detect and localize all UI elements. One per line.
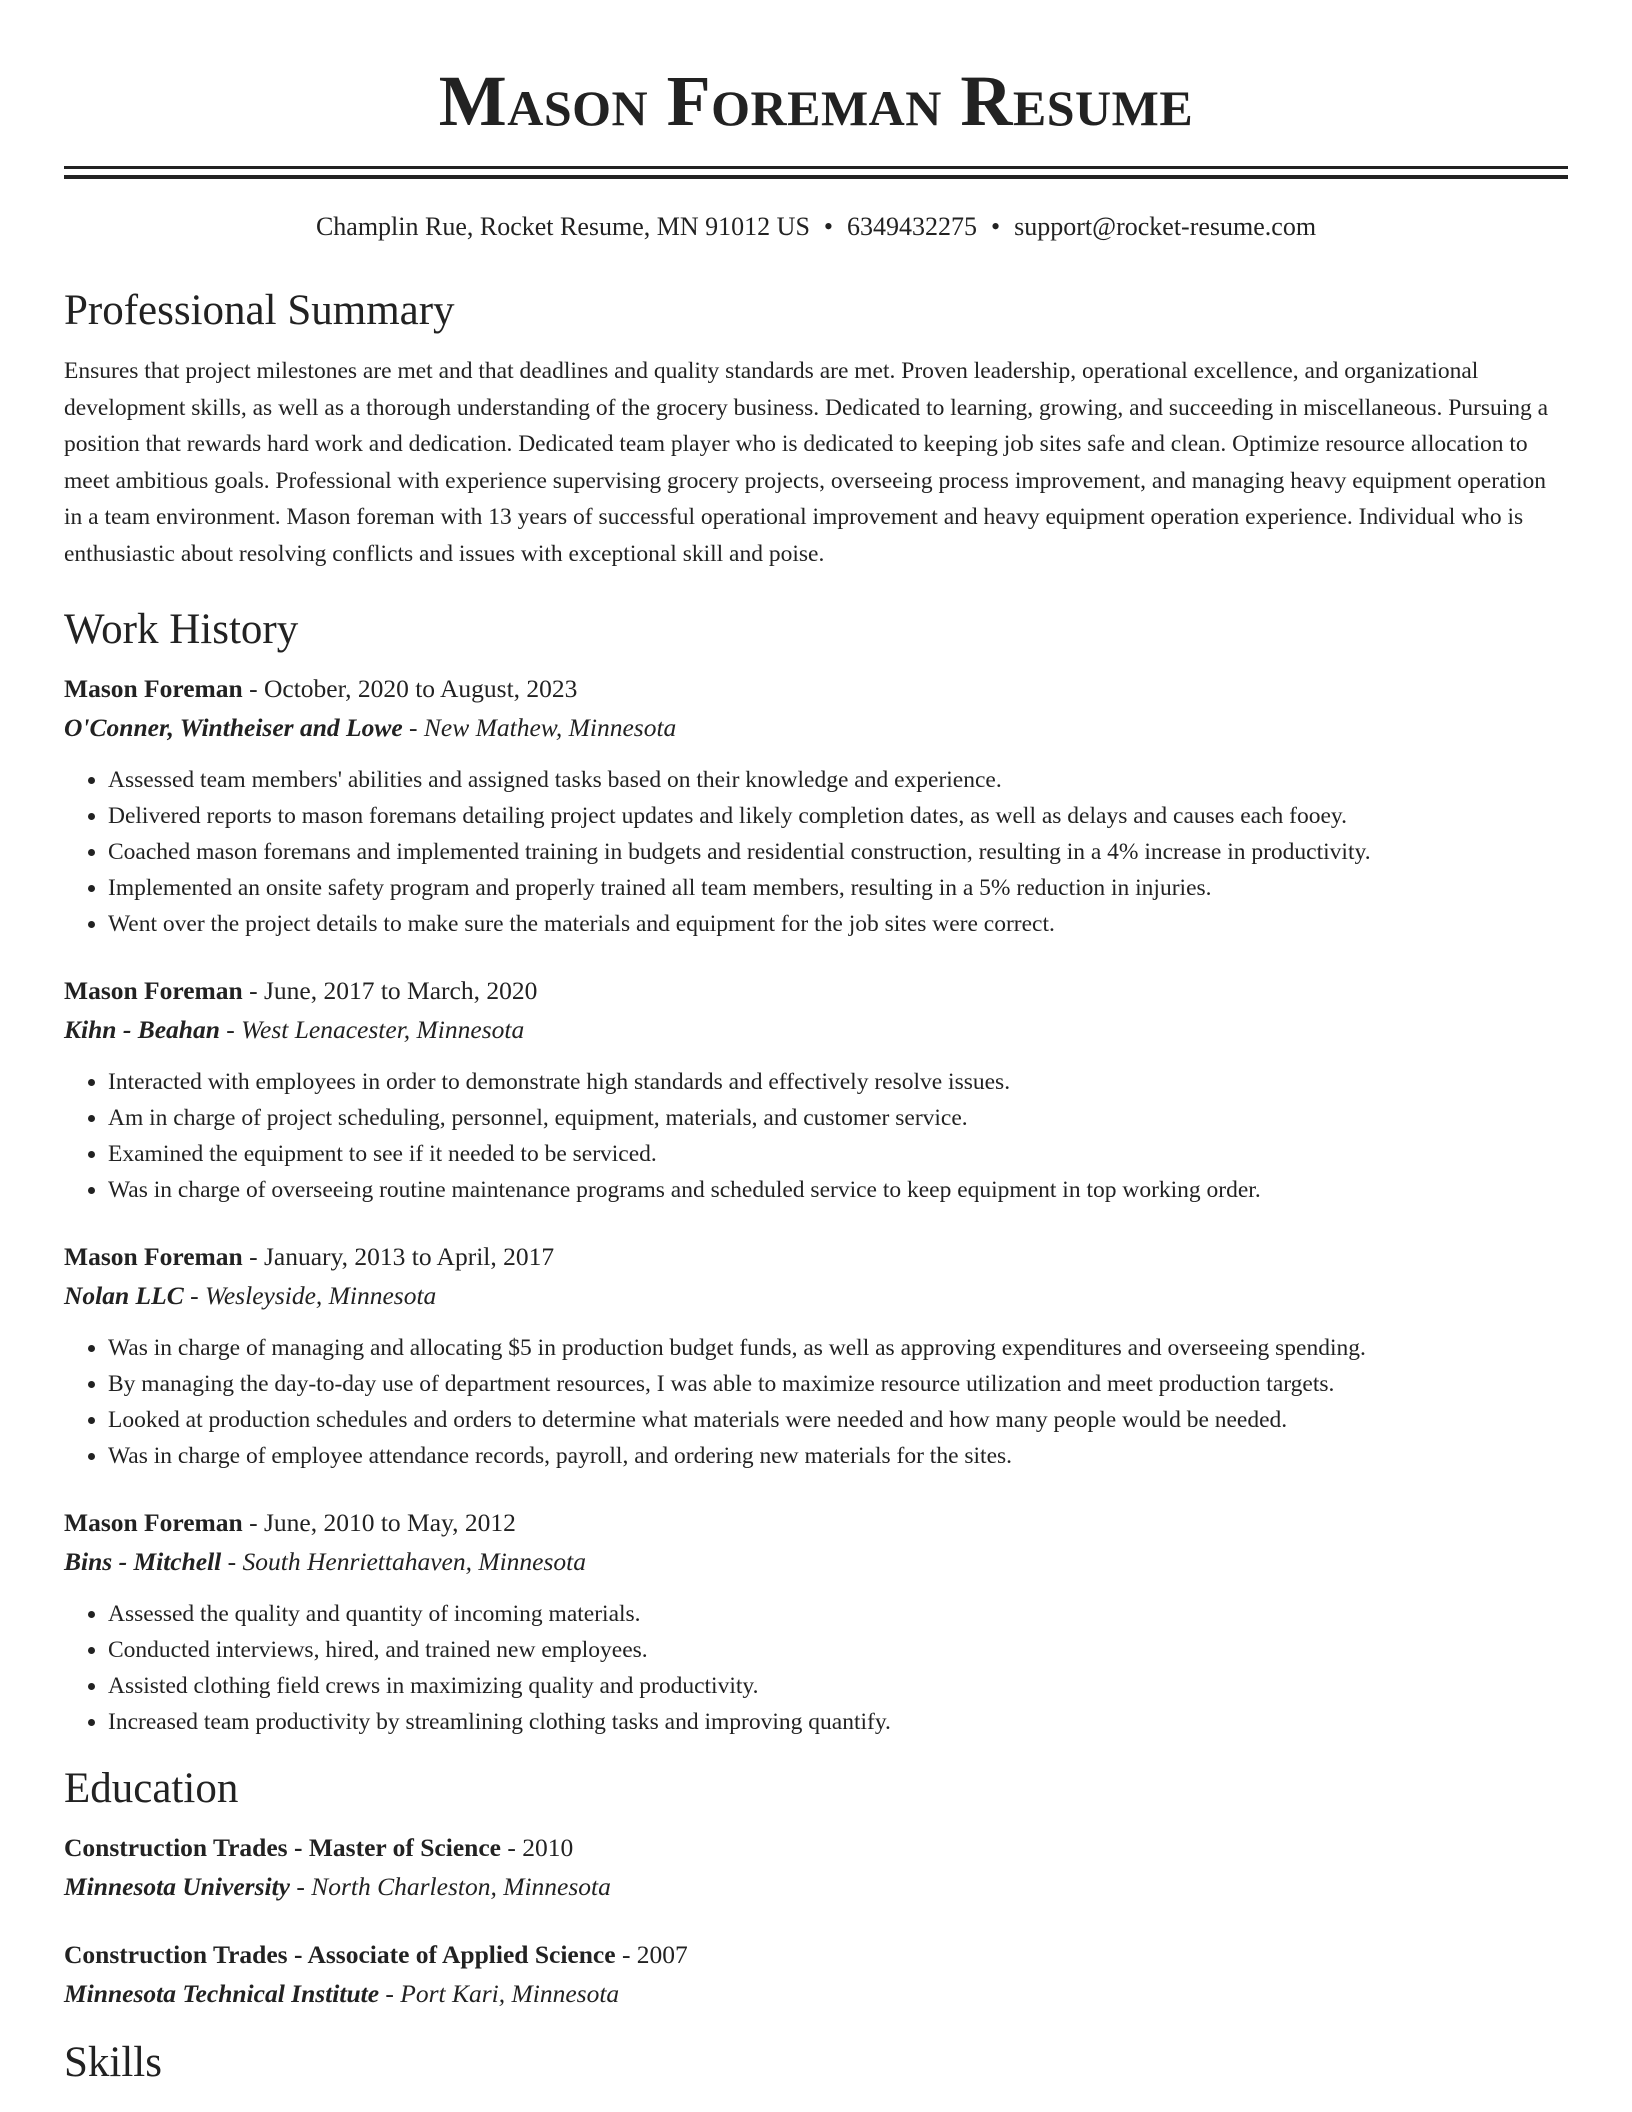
job-bullets	[64, 1330, 1568, 1474]
job-bullets	[64, 1596, 1568, 1740]
job-bullet: • Went over the project details to make sure the materials and equipment for the job sites were correct.	[108, 906, 1568, 942]
job-dates: - October, 2020 to August, 2023	[242, 673, 578, 703]
contact-email: support@rocket-resume.com	[1014, 212, 1317, 241]
job-dates: - June, 2010 to May, 2012	[242, 1507, 516, 1537]
title-rule-top	[64, 166, 1568, 169]
contact-separator: •	[991, 212, 1001, 241]
job-bullet: • Coached mason foremans and implemented training in budgets and residential construction, resulting in a 4% increase in productivity.	[108, 834, 1568, 870]
job-location: - Wesleyside, Minnesota	[183, 1280, 437, 1310]
section-heading-work-history: Work History	[64, 605, 299, 653]
job-company: Kihn - Beahan	[64, 1014, 220, 1044]
education-school: Minnesota Technical Institute	[64, 1978, 380, 2008]
job-bullet: • Implemented an onsite safety program and properly trained all team members, resulting in a 5% reduction in injuries.	[108, 870, 1568, 906]
education-degree: Construction Trades - Master of Science	[64, 1832, 501, 1862]
job-role: Mason Foreman	[64, 1507, 243, 1537]
contact-separator: •	[823, 212, 834, 241]
job-bullet: • Interacted with employees in order to demonstrate high standards and effectively resolve issues.	[108, 1064, 1568, 1100]
job-role: Mason Foreman	[64, 975, 243, 1005]
job-bullet: • Was in charge of employee attendance records, payroll, and ordering new materials for the sites.	[108, 1438, 1568, 1474]
education-location: - North Charleston, Minnesota	[289, 1871, 611, 1901]
job-bullet: • Was in charge of overseeing routine maintenance programs and scheduled service to keep equipment in top working order.	[108, 1172, 1568, 1208]
job-location: - West Lenacester, Minnesota	[219, 1014, 525, 1044]
job-company-line	[64, 1010, 1568, 1049]
title-rule-bottom	[64, 175, 1568, 179]
summary-paragraph: Ensures that project milestones are met and that deadlines and quality standards are met. Proven leadership, operational excellence, and organizational development skills, as well as a thorough understanding of the grocery business. Dedicated to learning, growing, and succeeding in miscellaneous. Pursuing a position that rewards hard work and dedication. Dedicated team player who is dedicated to keeping job sites safe and clean. Optimize resource allocation to meet ambitious goals. Professional with experience supervising grocery projects, overseeing process improvement, and managing heavy equipment operation in a team environment. Mason foreman with 13 years of successful operational improvement and heavy equipment operation experience. Individual who is enthusiastic about resolving conflicts and issues with exceptional skill and poise.	[64, 358, 1549, 567]
job-title-line	[64, 972, 1568, 1010]
job-title-line	[64, 1238, 1568, 1276]
education-entry	[64, 1936, 1568, 2013]
job-entry	[64, 972, 1568, 1208]
job-entry	[64, 1504, 1568, 1740]
job-bullet: • Conducted interviews, hired, and trained new employees.	[108, 1632, 1568, 1668]
education-degree-line	[64, 1936, 1568, 1974]
job-dates: - June, 2017 to March, 2020	[242, 975, 538, 1005]
contact-line	[64, 209, 1568, 245]
education-school-line	[64, 1974, 1568, 2013]
education-year: - 2007	[615, 1939, 688, 1969]
job-company: Nolan LLC	[64, 1280, 184, 1310]
job-entry	[64, 670, 1568, 942]
job-bullet: • Looked at production schedules and orders to determine what materials were needed and how many people would be needed.	[108, 1402, 1568, 1438]
job-entry	[64, 1238, 1568, 1474]
job-company: O'Conner, Wintheiser and Lowe	[64, 712, 403, 742]
education-school: Minnesota University	[64, 1871, 290, 1901]
job-company: Bins - Mitchell	[64, 1546, 222, 1576]
contact-phone: 6349432275	[847, 212, 978, 241]
job-bullet: • Assessed the quality and quantity of incoming materials.	[108, 1596, 1568, 1632]
job-bullet: • Assessed team members' abilities and assigned tasks based on their knowledge and experience.	[108, 762, 1568, 798]
section-heading-summary: Professional Summary	[64, 287, 455, 334]
job-role: Mason Foreman	[64, 673, 243, 703]
contact-address: Champlin Rue, Rocket Resume, MN 91012 US	[315, 212, 810, 241]
job-bullets	[64, 762, 1568, 942]
education-list	[64, 1829, 1568, 2013]
education-degree: Construction Trades - Associate of Applied Science	[64, 1939, 616, 1969]
job-company-line	[64, 1542, 1568, 1581]
job-location: - South Henriettahaven, Minnesota	[221, 1546, 587, 1576]
resume-title: Mason Foreman Resume	[438, 61, 1194, 141]
education-location: - Port Kari, Minnesota	[379, 1978, 620, 2008]
job-location: - New Mathew, Minnesota	[402, 712, 677, 742]
job-bullet: • By managing the day-to-day use of department resources, I was able to maximize resource utilization and meet production targets.	[108, 1366, 1568, 1402]
job-dates: - January, 2013 to April, 2017	[242, 1241, 555, 1271]
job-title-line	[64, 670, 1568, 708]
job-bullet: • Delivered reports to mason foremans detailing project updates and likely completion dates, as well as delays and causes each fooey.	[108, 798, 1568, 834]
job-bullet: • Increased team productivity by streamlining clothing tasks and improving quantify.	[108, 1704, 1568, 1740]
job-bullet: • Was in charge of managing and allocating $5 in production budget funds, as well as approving expenditures and overseeing spending.	[108, 1330, 1568, 1366]
resume-page	[64, 0, 1568, 2091]
education-degree-line	[64, 1829, 1568, 1867]
job-bullet: • Assisted clothing field crews in maximizing quality and productivity.	[108, 1668, 1568, 1704]
job-bullet: • Am in charge of project scheduling, personnel, equipment, materials, and customer service.	[108, 1100, 1568, 1136]
education-school-line	[64, 1867, 1568, 1906]
education-entry	[64, 1829, 1568, 1906]
job-title-line	[64, 1504, 1568, 1542]
job-role: Mason Foreman	[64, 1241, 243, 1271]
education-year: - 2010	[500, 1832, 574, 1862]
work-history-list	[64, 670, 1568, 1740]
section-heading-education: Education	[64, 1764, 239, 1812]
job-bullet: • Examined the equipment to see if it needed to be serviced.	[108, 1136, 1568, 1172]
job-company-line	[64, 708, 1568, 747]
section-heading-skills: Skills	[64, 2038, 162, 2086]
job-company-line	[64, 1276, 1568, 1315]
job-bullets	[64, 1064, 1568, 1208]
